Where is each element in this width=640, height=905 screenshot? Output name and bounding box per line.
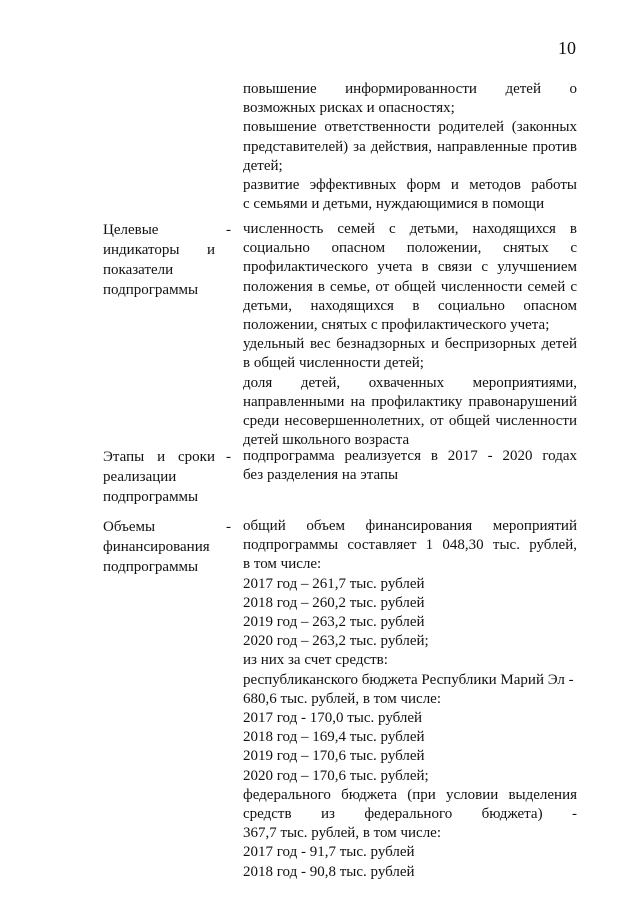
page-number: 10 bbox=[558, 38, 576, 58]
content-line: численность семей с детьми, находящихся в bbox=[243, 221, 577, 237]
content-line: федерального бюджета (при условии выделения bbox=[243, 786, 577, 803]
content-line: положения в семье, от общей численности семей с bbox=[243, 278, 577, 295]
content-line: без разделения на этапы bbox=[243, 467, 399, 484]
content-line: 2020 год – 263,2 тыс. рублей; bbox=[243, 633, 429, 650]
content-line: представителей) за действия, направленные против bbox=[243, 138, 577, 155]
label-line: подпрограммы bbox=[103, 559, 199, 575]
content-line: профилактического учета в связи с улучшением bbox=[243, 259, 577, 276]
label-line: Целевые bbox=[103, 222, 159, 238]
content-line: повышение ответственности родителей (законных bbox=[243, 119, 577, 136]
content-line: 2017 год - 170,0 тыс. рублей bbox=[243, 710, 423, 727]
section-content bbox=[243, 80, 577, 214]
content-line: 2018 год – 260,2 тыс. рублей bbox=[243, 594, 425, 611]
label-line: реализации bbox=[103, 469, 177, 485]
content-line: детей школьного возраста bbox=[243, 432, 410, 449]
section-content bbox=[243, 517, 577, 882]
content-line: 2018 год – 169,4 тыс. рублей bbox=[243, 729, 425, 746]
label-line: индикаторы и bbox=[103, 242, 215, 258]
label-line: Этапы и сроки bbox=[103, 449, 215, 465]
content-line: с семьями и детьми, нуждающимися в помощи bbox=[243, 196, 545, 213]
content-line: детей; bbox=[243, 157, 283, 174]
content-line: общий объем финансирования мероприятий bbox=[243, 518, 577, 534]
content-line: 2019 год – 170,6 тыс. рублей bbox=[243, 748, 425, 765]
section-dash: - bbox=[226, 519, 231, 535]
content-line: средств из федерального бюджета) - bbox=[243, 806, 577, 823]
content-line: детьми, находящихся в социально опасном bbox=[243, 297, 577, 314]
content-line: 2017 год – 261,7 тыс. рублей bbox=[243, 575, 425, 592]
section-dash: - bbox=[226, 222, 231, 238]
content-line: 2018 год - 90,8 тыс. рублей bbox=[243, 863, 415, 880]
label-line: финансирования bbox=[103, 539, 210, 555]
content-line: возможных рисках и опасностях; bbox=[243, 100, 455, 117]
label-line: подпрограммы bbox=[103, 282, 199, 298]
content-line: социально опасном положении, снятых с bbox=[243, 240, 577, 257]
label-line: показатели bbox=[103, 262, 174, 278]
content-line: положении, снятых с профилактического учета; bbox=[243, 317, 550, 334]
label-line: Объемы bbox=[103, 519, 156, 535]
content-line: подпрограммы составляет 1 048,30 тыс. рублей, bbox=[243, 537, 577, 554]
content-line: 2017 год - 91,7 тыс. рублей bbox=[243, 844, 415, 861]
section-label bbox=[103, 220, 215, 300]
section-dash: - bbox=[226, 449, 231, 465]
content-line: удельный вес безнадзорных и беспризорных детей bbox=[243, 336, 577, 353]
content-line: из них за счет средств: bbox=[243, 652, 388, 669]
content-line: 2020 год – 170,6 тыс. рублей; bbox=[243, 767, 429, 784]
section-content bbox=[243, 447, 577, 485]
content-line: 2019 год – 263,2 тыс. рублей bbox=[243, 614, 425, 631]
content-line: направленными на профилактику правонарушений bbox=[243, 393, 577, 410]
content-line: республиканского бюджета Республики Марий Эл - bbox=[243, 671, 574, 688]
content-line: доля детей, охваченных мероприятиями, bbox=[243, 374, 577, 391]
content-line: повышение информированности детей о bbox=[243, 81, 577, 97]
label-line: подпрограммы bbox=[103, 489, 199, 505]
section-label bbox=[103, 447, 215, 507]
content-line: в общей численности детей; bbox=[243, 355, 424, 372]
content-line: 680,6 тыс. рублей, в том числе: bbox=[243, 690, 442, 707]
section-content bbox=[243, 220, 577, 450]
content-line: 367,7 тыс. рублей, в том числе: bbox=[243, 825, 442, 842]
section-label bbox=[103, 517, 215, 577]
content-line: среди несовершеннолетних, от общей численности bbox=[243, 413, 577, 430]
content-line: в том числе: bbox=[243, 556, 322, 573]
content-line: подпрограмма реализуется в 2017 - 2020 годах bbox=[243, 448, 577, 464]
content-line: развитие эффективных форм и методов работы bbox=[243, 177, 577, 194]
